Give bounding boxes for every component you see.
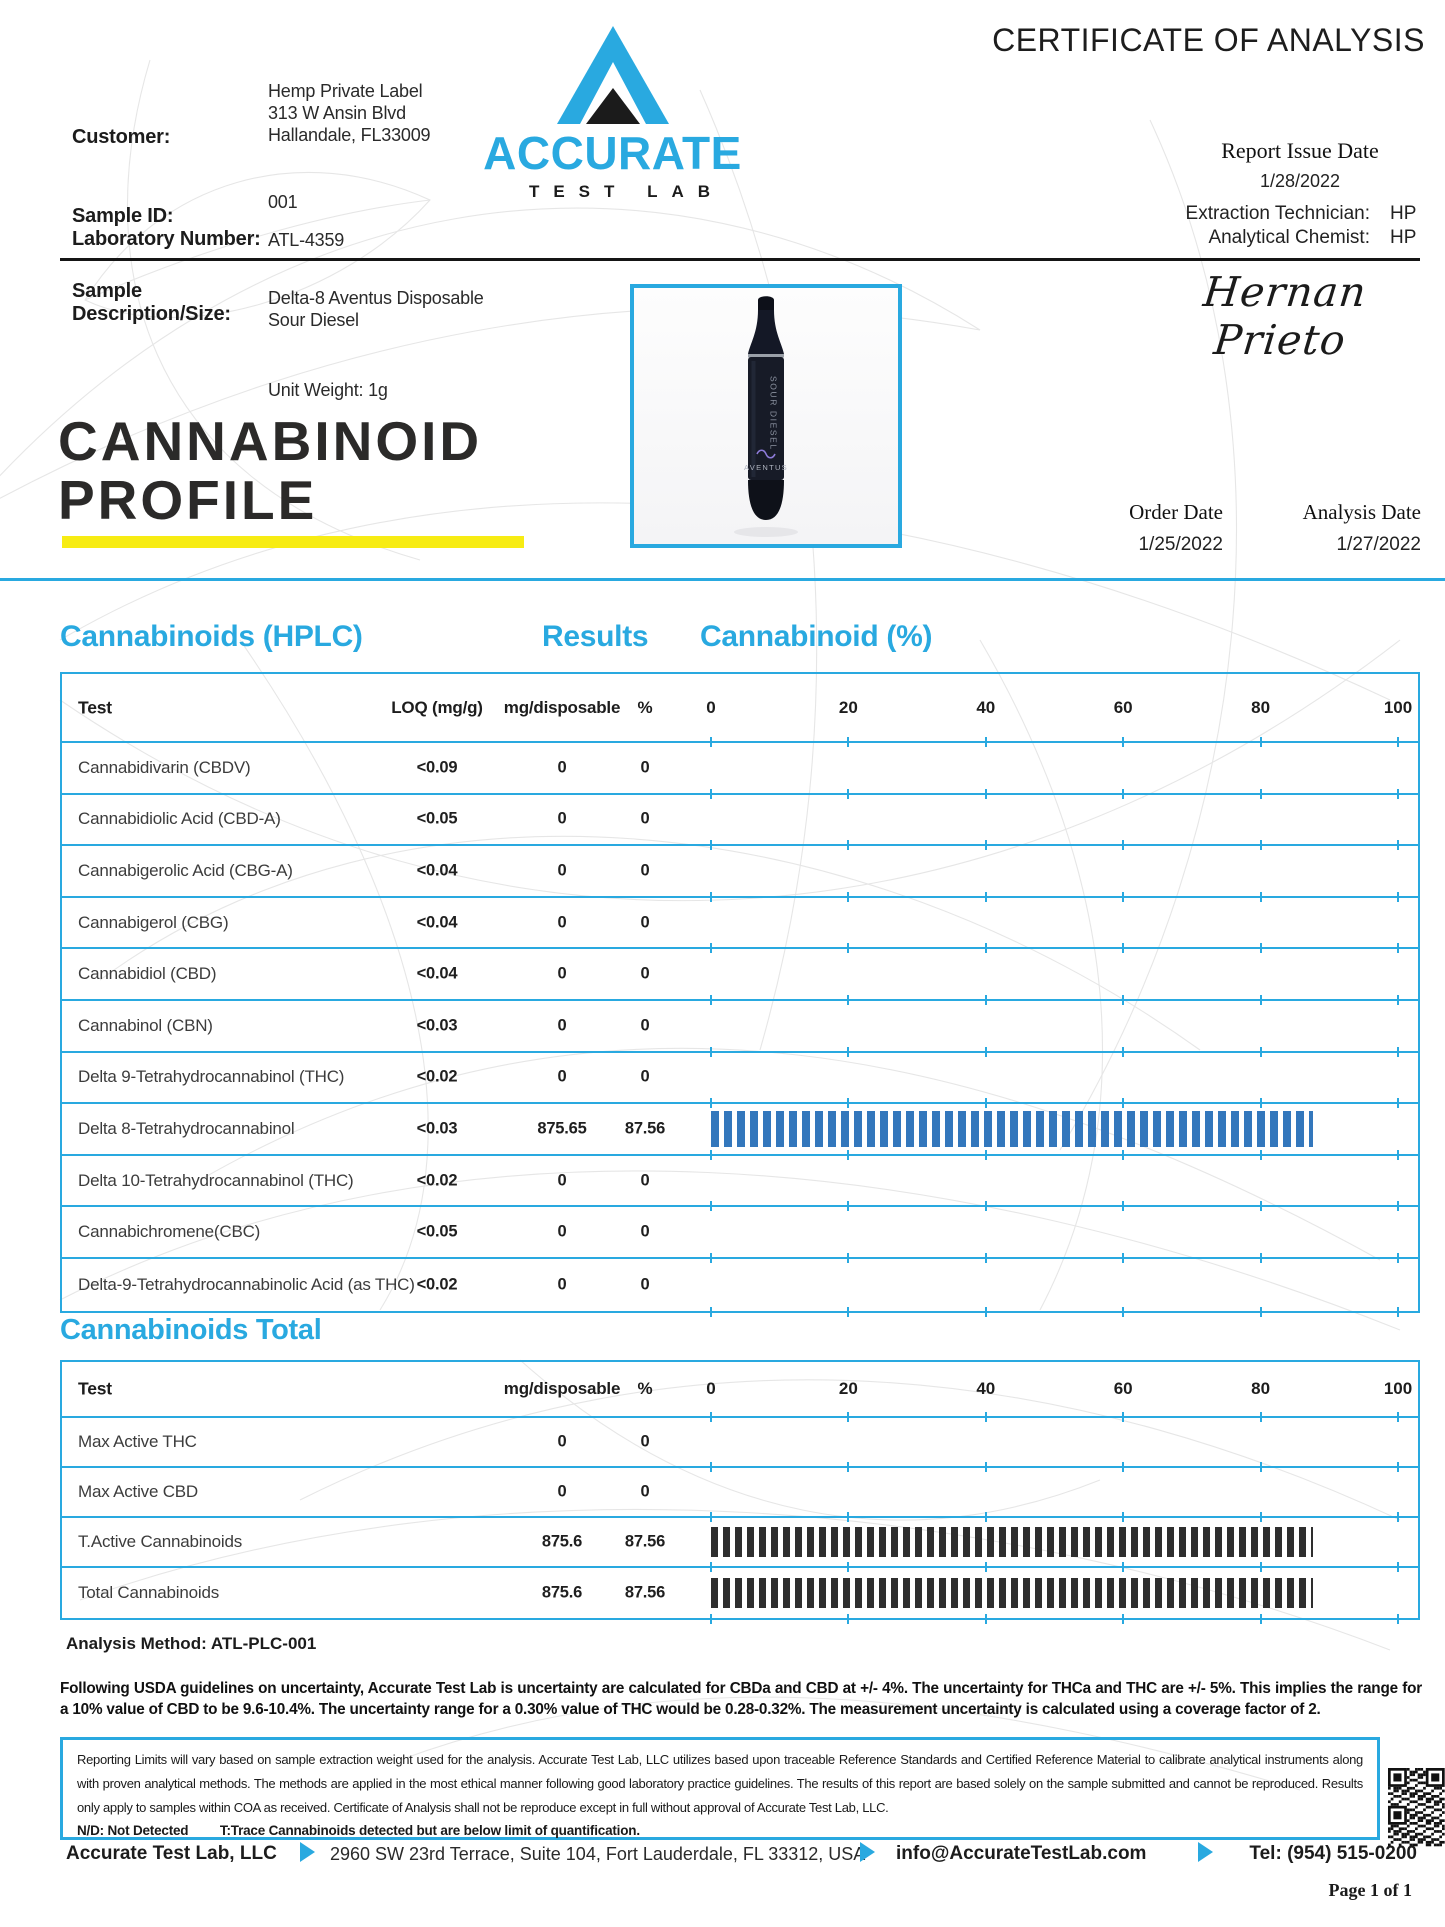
hplc-section-title: Cannabinoids (HPLC) xyxy=(60,620,363,653)
test-name: Max Active CBD xyxy=(78,1482,199,1501)
percent-value: 0 xyxy=(640,1016,650,1035)
mg-value: 0 xyxy=(557,964,567,983)
test-name: Cannabigerol (CBG) xyxy=(78,912,229,932)
column-header-percent: % xyxy=(637,1379,653,1398)
loq-value: <0.03 xyxy=(416,1016,458,1035)
nd-note xyxy=(77,1823,1363,1838)
test-name: T.Active Cannabinoids xyxy=(78,1532,243,1551)
mg-value: 0 xyxy=(557,1275,567,1294)
lab-number-label: Laboratory Number: xyxy=(72,228,261,250)
lab-logo-wordmark: ACCURATE xyxy=(483,127,742,179)
table-row xyxy=(62,1418,1418,1468)
test-name: Delta-9-Tetrahydrocannabinolic Acid (as THC) xyxy=(78,1274,415,1294)
percent-value: 0 xyxy=(640,1482,650,1501)
table-row xyxy=(62,1001,1418,1053)
footer-email: info@AccurateTestLab.com xyxy=(896,1843,1147,1864)
axis-tick xyxy=(1122,1614,1124,1624)
loq-value: <0.04 xyxy=(416,861,458,880)
axis-tick xyxy=(985,1307,987,1317)
results-title: Results xyxy=(542,620,649,653)
usda-uncertainty-note: Following USDA guidelines on uncertainty, Accurate Test Lab is uncertainty are calculated for CBDa and CBD at +/- 4%. The uncertainty for THCa and THC are +/- 5%. This implies the range for a 10% value of CBD to be 9.6-10.4%. The uncertainty range for a 0.30% value of THC would be 0.28-0.32%. The measurement uncertainty is calculated using a coverage factor of 2. xyxy=(60,1680,1422,1718)
sample-description-label: Sample Description/Size: xyxy=(72,280,231,325)
loq-value: <0.05 xyxy=(416,1222,458,1241)
percent-value: 0 xyxy=(640,809,650,828)
test-name: Cannabinol (CBN) xyxy=(78,1015,213,1035)
totals-section-title: Cannabinoids Total xyxy=(60,1314,322,1346)
analytical-chemist-label: Analytical Chemist: xyxy=(1208,227,1370,248)
percent-value: 87.56 xyxy=(624,1119,666,1138)
extraction-technician-label: Extraction Technician: xyxy=(1185,203,1370,224)
mg-value: 0 xyxy=(557,913,567,932)
page-number: Page 1 of 1 xyxy=(1328,1880,1412,1900)
mg-value: 875.6 xyxy=(541,1532,583,1551)
customer-address xyxy=(268,80,430,146)
table-row xyxy=(62,743,1418,795)
totals-table xyxy=(60,1360,1420,1620)
axis-tick-label: 60 xyxy=(1113,1379,1133,1398)
percent-value: 0 xyxy=(640,1275,650,1294)
percent-value: 0 xyxy=(640,964,650,983)
axis-tick xyxy=(847,1614,849,1624)
axis-tick xyxy=(1397,1614,1399,1624)
order-date-value: 1/25/2022 xyxy=(1138,534,1223,555)
customer-line: Hemp Private Label xyxy=(268,81,423,101)
arrow-right-icon xyxy=(860,1842,875,1862)
axis-tick xyxy=(710,1614,712,1624)
loq-value: <0.04 xyxy=(416,964,458,983)
mg-value: 0 xyxy=(557,1067,567,1086)
axis-tick-label: 20 xyxy=(838,697,858,717)
mg-value: 0 xyxy=(557,758,567,777)
percent-value: 0 xyxy=(640,1171,650,1190)
unit-weight: Unit Weight: 1g xyxy=(268,380,388,400)
analysis-date xyxy=(1303,500,1421,556)
percentage-bar xyxy=(711,1578,1313,1608)
axis-tick-label: 40 xyxy=(976,697,996,717)
axis-tick-label: 100 xyxy=(1383,1379,1413,1398)
percent-value: 0 xyxy=(640,1432,650,1451)
product-photo xyxy=(630,284,902,548)
pen-strain-label: SOUR DIESEL xyxy=(768,375,779,451)
customer-line: Hallandale, FL33009 xyxy=(268,125,431,145)
test-name: Cannabidiol (CBD) xyxy=(78,964,217,984)
mg-value: 0 xyxy=(557,1222,567,1241)
mg-value: 875.6 xyxy=(541,1583,583,1602)
nd-detected: N/D: Not Detected xyxy=(77,1823,189,1838)
lab-logo-triangle-icon xyxy=(557,26,669,124)
loq-value: <0.05 xyxy=(416,809,458,828)
column-header-percent: % xyxy=(637,697,653,717)
hplc-table-header xyxy=(62,674,1418,743)
test-name: Cannabidiolic Acid (CBD-A) xyxy=(78,809,281,829)
axis-tick xyxy=(1260,1307,1262,1317)
arrow-right-icon xyxy=(300,1842,315,1862)
axis-tick xyxy=(710,1307,712,1317)
mg-value: 875.65 xyxy=(537,1119,587,1138)
table-row xyxy=(62,1104,1418,1156)
report-issue-date-label: Report Issue Date xyxy=(1221,138,1379,163)
table-row xyxy=(62,1259,1418,1311)
axis-tick xyxy=(1397,1307,1399,1317)
loq-value: <0.04 xyxy=(416,913,458,932)
loq-value: <0.02 xyxy=(416,1275,458,1294)
totals-table-body xyxy=(62,1418,1418,1618)
column-header-mg: mg/disposable xyxy=(503,697,621,717)
table-row xyxy=(62,1568,1418,1618)
table-row xyxy=(62,1468,1418,1518)
sample-id-label: Sample ID: xyxy=(72,205,174,227)
percent-value: 87.56 xyxy=(624,1583,666,1602)
table-row xyxy=(62,898,1418,950)
axis-tick xyxy=(985,1614,987,1624)
table-row xyxy=(62,1207,1418,1259)
qr-code xyxy=(1388,1768,1445,1854)
order-date-label: Order Date xyxy=(1129,500,1223,524)
footer-phone: Tel: (954) 515-0200 xyxy=(1249,1843,1417,1864)
loq-value: <0.02 xyxy=(416,1171,458,1190)
axis-tick-label: 40 xyxy=(976,1379,996,1398)
lab-logo-subtext: TEST LAB xyxy=(528,182,725,201)
table-row xyxy=(62,949,1418,1001)
table-row xyxy=(62,846,1418,898)
vape-pen-image xyxy=(701,294,831,539)
analysis-date-value: 1/27/2022 xyxy=(1336,534,1421,555)
percent-value: 0 xyxy=(640,758,650,777)
lab-number-value: ATL-4359 xyxy=(268,230,345,250)
axis-tick-label: 20 xyxy=(838,1379,858,1398)
percent-value: 0 xyxy=(640,861,650,880)
analysis-method: Analysis Method: ATL-PLC-001 xyxy=(66,1634,317,1653)
percent-value: 0 xyxy=(640,913,650,932)
mg-value: 0 xyxy=(557,1482,567,1501)
column-header-loq: LOQ (mg/g) xyxy=(391,697,483,717)
axis-tick-label: 0 xyxy=(706,697,716,717)
arrow-right-icon xyxy=(1198,1842,1213,1862)
test-name: Delta 10-Tetrahydrocannabinol (THC) xyxy=(78,1170,354,1190)
mg-value: 0 xyxy=(557,861,567,880)
customer-line: 313 W Ansin Blvd xyxy=(268,103,406,123)
percentage-bar xyxy=(711,1527,1313,1557)
test-name: Delta 8-Tetrahydrocannabinol xyxy=(78,1118,295,1138)
percent-value: 87.56 xyxy=(624,1532,666,1551)
sample-id-value: 001 xyxy=(268,192,298,212)
table-row xyxy=(62,1518,1418,1568)
customer-label: Customer: xyxy=(72,126,171,148)
loq-value: <0.09 xyxy=(416,758,458,777)
technician-block xyxy=(1186,202,1420,250)
pen-brand-label: AVENTUS xyxy=(744,462,788,472)
loq-value: <0.02 xyxy=(416,1067,458,1086)
test-name: Cannabidivarin (CBDV) xyxy=(78,757,251,777)
footer-address: 2960 SW 23rd Terrace, Suite 104, Fort Lauderdale, FL 33312, USA xyxy=(330,1844,866,1864)
report-issue-date xyxy=(1185,138,1415,192)
axis-tick xyxy=(1122,1307,1124,1317)
report-issue-date-value: 1/28/2022 xyxy=(1259,171,1341,191)
loq-value: <0.03 xyxy=(416,1119,458,1138)
axis-tick-label: 0 xyxy=(706,1379,716,1398)
axis-tick-label: 100 xyxy=(1383,697,1413,717)
test-name: Delta 9-Tetrahydrocannabinol (THC) xyxy=(78,1067,345,1087)
axis-tick-label: 80 xyxy=(1251,1379,1271,1398)
test-name: Max Active THC xyxy=(78,1432,197,1451)
axis-tick xyxy=(1260,1614,1262,1624)
disclaimer-box xyxy=(60,1737,1380,1840)
column-header-test: Test xyxy=(78,1378,112,1399)
title-highlight-bar xyxy=(62,536,524,548)
table-row xyxy=(62,1053,1418,1105)
header-divider xyxy=(60,258,1420,261)
percent-value: 0 xyxy=(640,1222,650,1241)
table-row xyxy=(62,1156,1418,1208)
mg-value: 0 xyxy=(557,1171,567,1190)
document-title: CERTIFICATE OF ANALYSIS xyxy=(992,22,1425,58)
signature: Hernan Prieto xyxy=(1201,268,1369,364)
column-header-test: Test xyxy=(78,697,112,717)
axis-tick xyxy=(847,1307,849,1317)
cannabinoid-percent-title: Cannabinoid (%) xyxy=(700,620,933,653)
section-divider xyxy=(0,578,1445,581)
axis-tick-label: 60 xyxy=(1113,697,1133,717)
totals-table-header xyxy=(62,1362,1418,1418)
sample-description-value: Delta-8 Aventus Disposable Sour Diesel xyxy=(268,288,484,330)
test-name: Total Cannabinoids xyxy=(78,1583,219,1602)
order-date xyxy=(1129,500,1223,556)
page-title: CANNABINOID PROFILE xyxy=(58,410,483,531)
mg-value: 0 xyxy=(557,809,567,828)
mg-value: 0 xyxy=(557,1016,567,1035)
hplc-table xyxy=(60,672,1420,1313)
footer-company: Accurate Test Lab, LLC xyxy=(66,1843,277,1864)
column-header-mg: mg/disposable xyxy=(503,1379,621,1398)
extraction-technician-value: HP xyxy=(1390,203,1417,224)
test-name: Cannabigerolic Acid (CBG-A) xyxy=(78,860,293,880)
test-name: Cannabichromene(CBC) xyxy=(78,1222,261,1242)
axis-tick-label: 80 xyxy=(1251,697,1271,717)
mg-value: 0 xyxy=(557,1432,567,1451)
trace-note: T:Trace Cannabinoids detected but are below limit of quantification. xyxy=(219,1823,640,1838)
percent-value: 0 xyxy=(640,1067,650,1086)
table-row xyxy=(62,795,1418,847)
percentage-bar xyxy=(711,1111,1313,1147)
analytical-chemist-value: HP xyxy=(1390,227,1417,248)
hplc-table-body xyxy=(62,743,1418,1311)
disclaimer-text: Reporting Limits will vary based on sample extraction weight used for the analysis. Accurate Test Lab, LLC utilizes based upon traceable Reference Standards and Certified Reference Material to calibrate analytical instruments along with proven analytical methods. The methods are applied in the most ethical manner following good laboratory practice guidelines. The results of this report are based solely on the sample submitted and cannot be reproduced. Results only apply to samples within COA as received. Certificate of Analysis shall not be reproduce except in full without approval of Accurate Test Lab, LLC. xyxy=(77,1752,1363,1815)
analysis-date-label: Analysis Date xyxy=(1302,500,1421,524)
